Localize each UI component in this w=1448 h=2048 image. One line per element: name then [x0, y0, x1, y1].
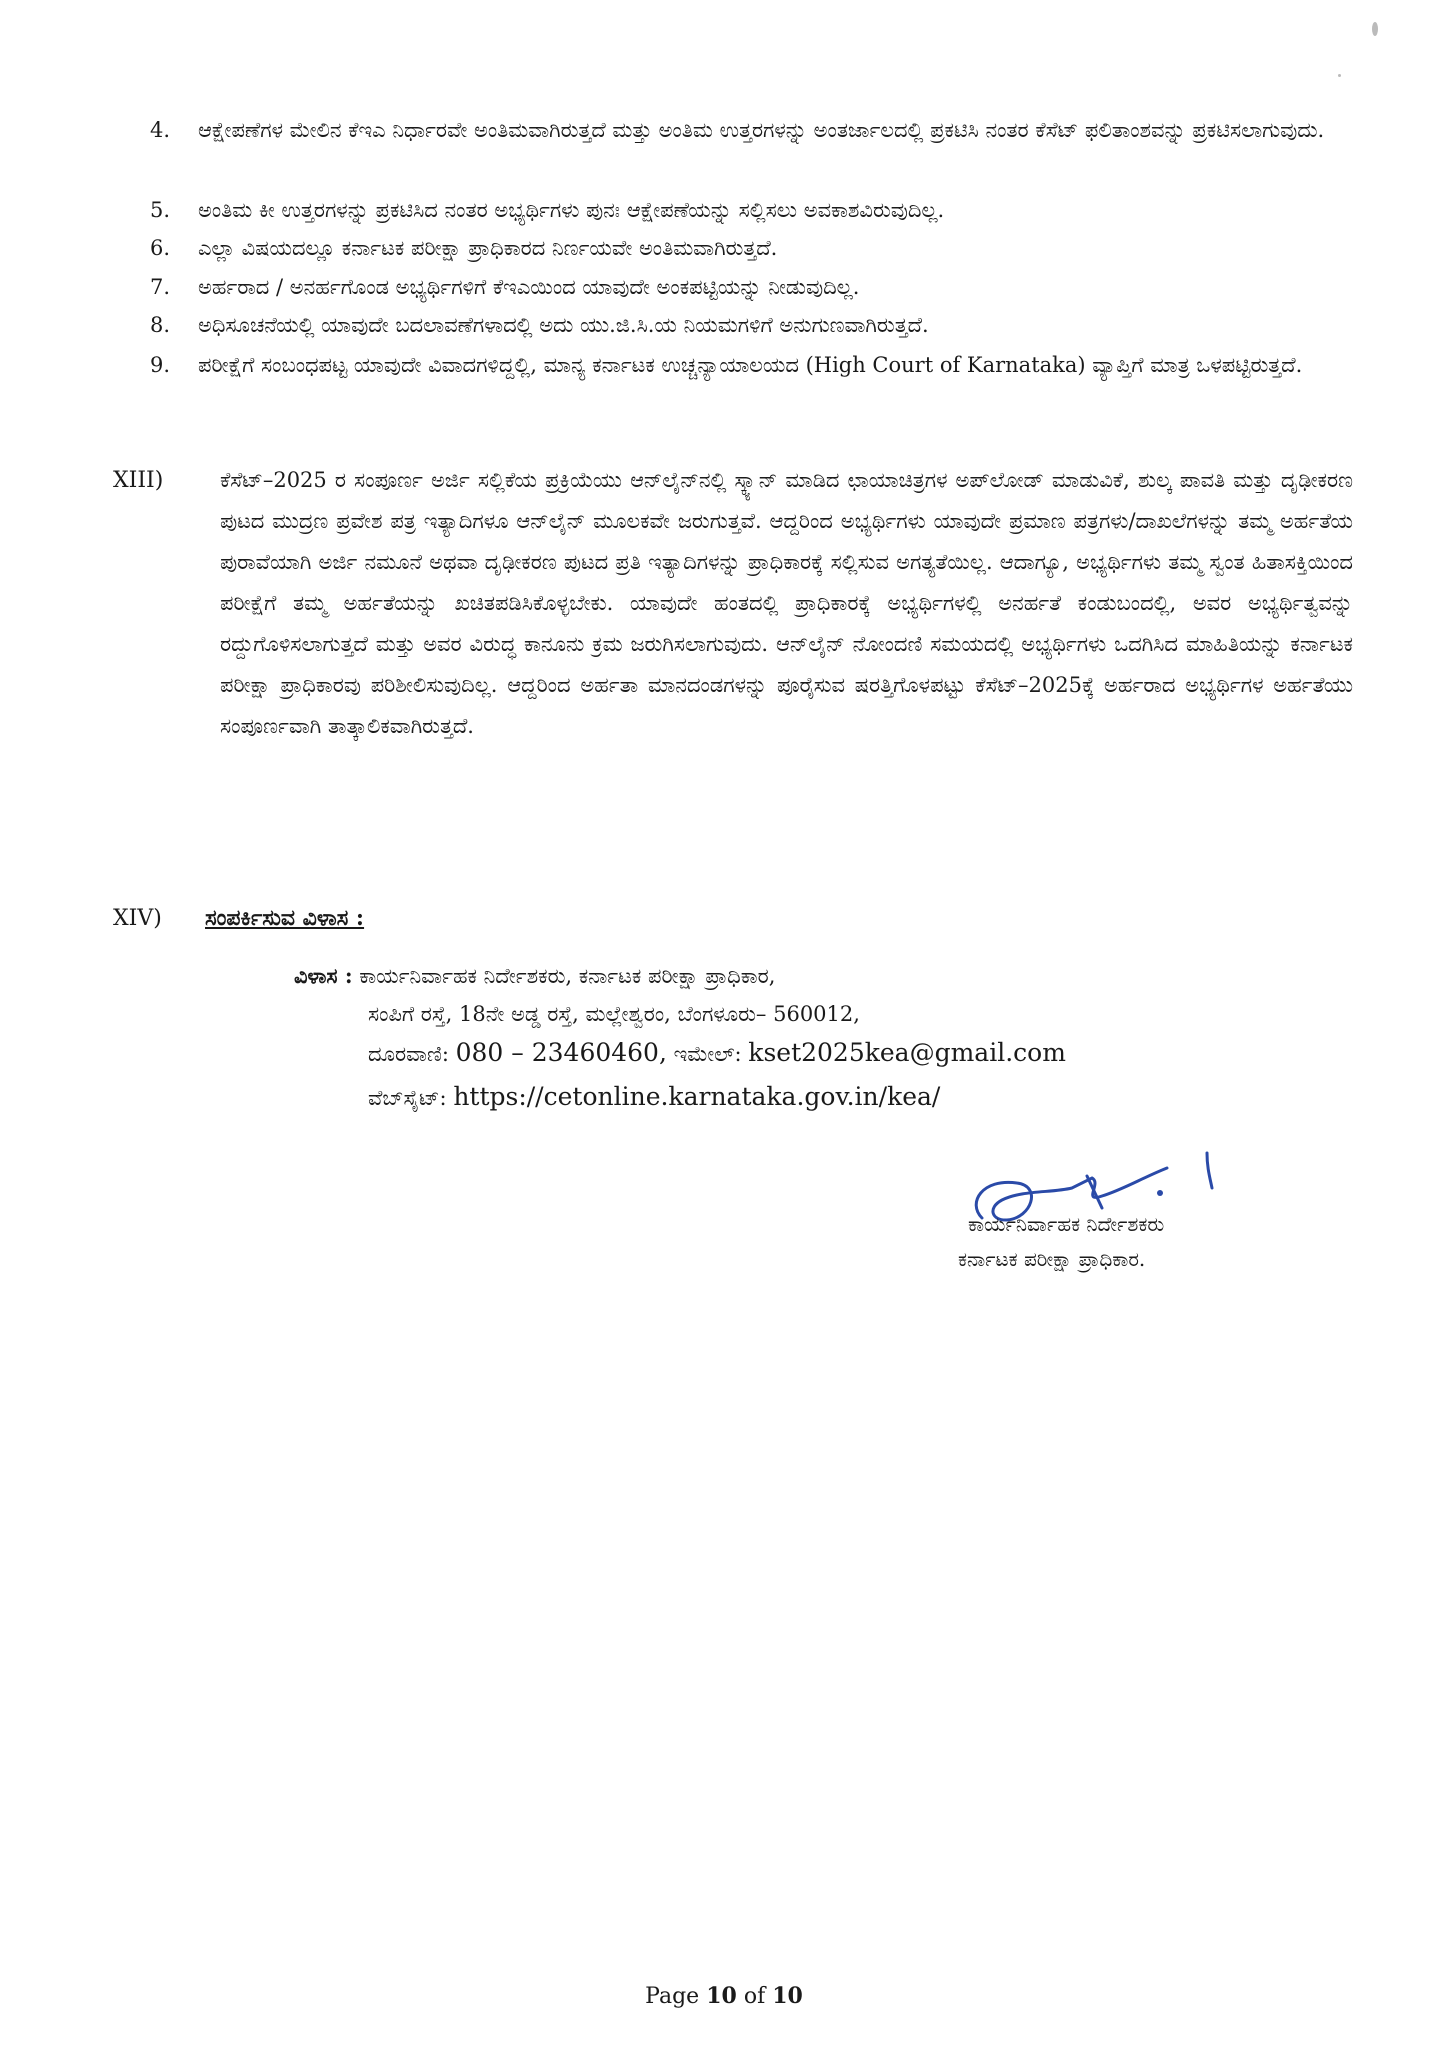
phone-number: 080 – 23460460, [455, 1038, 667, 1067]
address-label: ವಿಳಾಸ : [294, 963, 353, 988]
item-number: 6. [150, 236, 171, 260]
signatory-title: ಕಾರ್ಯನಿರ್ವಾಹಕ ನಿರ್ದೇಶಕರು [968, 1212, 1165, 1236]
signatory-office: ಕರ್ನಾಟಕ ಪರೀಕ್ಷಾ ಪ್ರಾಧಿಕಾರ. [958, 1247, 1146, 1271]
website-line [368, 1078, 940, 1117]
item-text: ಅಧಿಸೂಚನೆಯಲ್ಲಿ ಯಾವುದೇ ಬದಲಾವಣೆಗಳಾದಲ್ಲಿ ಅದು ಯು.ಜಿ.ಸಿ.ಯ ನಿಯಮಗಳಿಗೆ ಅನುಗುಣವಾಗಿರುತ್ತದೆ. [198, 313, 929, 337]
section-body: ಕೆಸೆಟ್–2025 ರ ಸಂಪೂರ್ಣ ಅರ್ಜಿ ಸಲ್ಲಿಕೆಯ ಪ್ರಕ್ರಿಯೆಯು ಆನ್‌ಲೈನ್‌ನಲ್ಲಿ ಸ್ಕ್ಯಾನ್ ಮಾಡಿದ ಛಾಯಾಚಿತ್ರಗಳ ಅಪ್‌ಲೋಡ್ ಮಾಡುವಿಕೆ, ಶುಲ್ಕ ಪಾವತಿ ಮತ್ತು ದೃಢೀಕರಣ ಪುಟದ ಮುದ್ರಣ ಪ್ರವೇಶ ಪತ್ರ ಇತ್ಯಾದಿಗಳೂ ಆನ್‌ಲೈನ್ ಮೂಲಕವೇ ಜರುಗುತ್ತವೆ. ಆದ್ದರಿಂದ ಅಭ್ಯರ್ಥಿಗಳು ಯಾವುದೇ ಪ್ರಮಾಣ ಪತ್ರಗಳು/ದಾಖಲೆಗಳನ್ನು ತಮ್ಮ ಅರ್ಹತೆಯ ಪುರಾವೆಯಾಗಿ ಅರ್ಜಿ ನಮೂನೆ ಅಥವಾ ದೃಢೀಕರಣ ಪುಟದ ಪ್ರತಿ ಇತ್ಯಾದಿಗಳನ್ನು ಪ್ರಾಧಿಕಾರಕ್ಕೆ ಸಲ್ಲಿಸುವ ಅಗತ್ಯತೆಯಿಲ್ಲ. ಆದಾಗ್ಯೂ, ಅಭ್ಯರ್ಥಿಗಳು ತಮ್ಮ ಸ್ವಂತ ಹಿತಾಸಕ್ತಿಯಿಂದ ಪರೀಕ್ಷೆಗೆ ತಮ್ಮ ಅರ್ಹತೆಯನ್ನು ಖಚಿತಪಡಿಸಿಕೊಳ್ಳಬೇಕು. ಯಾವುದೇ ಹಂತದಲ್ಲಿ ಪ್ರಾಧಿಕಾರಕ್ಕೆ ಅಭ್ಯರ್ಥಿಗಳಲ್ಲಿ ಅನರ್ಹತೆ ಕಂಡುಬಂದಲ್ಲಿ, ಅವರ ಅಭ್ಯರ್ಥಿತ್ವವನ್ನು ರದ್ದುಗೊಳಿಸಲಾಗುತ್ತದೆ ಮತ್ತು ಅವರ ವಿರುದ್ಧ ಕಾನೂನು ಕ್ರಮ ಜರುಗಿಸಲಾಗುವುದು. ಆನ್‌ಲೈನ್ ನೋಂದಣಿ ಸಮಯದಲ್ಲಿ ಅಭ್ಯರ್ಥಿಗಳು ಒದಗಿಸಿದ ಮಾಹಿತಿಯನ್ನು ಕರ್ನಾಟಕ ಪರೀಕ್ಷಾ ಪ್ರಾಧಿಕಾರವು ಪರಿಶೀಲಿಸುವುದಿಲ್ಲ. ಆದ್ದರಿಂದ ಅರ್ಹತಾ ಮಾನದಂಡಗಳನ್ನು ಪೂರೈಸುವ ಷರತ್ತಿಗೊಳಪಟ್ಟು ಕೆಸೆಟ್–2025ಕ್ಕೆ ಅರ್ಹರಾದ ಅಭ್ಯರ್ಥಿಗಳ ಅರ್ಹತೆಯು ಸಂಪೂರ್ಣವಾಗಿ ತಾತ್ಕಾಲಿಕವಾಗಿರುತ್ತದೆ. [220, 468, 1353, 738]
address-line-1 [294, 957, 775, 995]
page-total: 10 [772, 1983, 803, 2009]
page-current: 10 [706, 1983, 737, 2009]
scan-speck [1338, 74, 1341, 77]
item-text: ಆಕ್ಷೇಪಣೆಗಳ ಮೇಲಿನ ಕೆಇಎ ನಿರ್ಧಾರವೇ ಅಂತಿಮವಾಗಿರುತ್ತದೆ ಮತ್ತು ಅಂತಿಮ ಉತ್ತರಗಳನ್ನು ಅಂತರ್ಜಾಲದಲ್ಲಿ ಪ್ರಕಟಿಸಿ ನಂತರ ಕೆಸೆಟ್ ಫಲಿತಾಂಶವನ್ನು ಪ್ರಕಟಿಸಲಾಗುವುದು. [198, 118, 1325, 142]
section-xiv-heading [113, 905, 364, 931]
page-of: of [743, 1984, 766, 2009]
item-number: 7. [150, 275, 171, 299]
phone-label: ದೂರವಾಣಿ: [368, 1042, 449, 1066]
address-text-1: ಕಾರ್ಯನಿರ್ವಾಹಕ ನಿರ್ದೇಶಕರು, ಕರ್ನಾಟಕ ಪರೀಕ್ಷಾ ಪ್ರಾಧಿಕಾರ, [359, 964, 776, 988]
item-number: 4. [150, 118, 171, 142]
phone-email-line [368, 1034, 1066, 1073]
page-prefix: Page [645, 1984, 700, 2009]
section-number: XIV) [113, 906, 162, 931]
item-text: ಎಲ್ಲಾ ವಿಷಯದಲ್ಲೂ ಕರ್ನಾಟಕ ಪರೀಕ್ಷಾ ಪ್ರಾಧಿಕಾರದ ನಿರ್ಣಯವೇ ಅಂತಿಮವಾಗಿರುತ್ತದೆ. [198, 236, 778, 260]
contact-title: ಸಂಪರ್ಕಿಸುವ ವಿಳಾಸ : [205, 905, 365, 931]
section-number: XIII) [113, 468, 164, 493]
website-link[interactable]: https://cetonline.karnataka.gov.in/kea/ [453, 1082, 941, 1111]
website-label: ವೆಬ್‌ಸೈಟ್: [368, 1086, 447, 1110]
address-line-2 [368, 995, 860, 1033]
email-link[interactable]: kset2025kea@gmail.com [748, 1038, 1066, 1067]
item-number: 8. [150, 313, 171, 337]
page-number [0, 1983, 1448, 2009]
item-number: 9. [150, 353, 171, 377]
email-label: ಇಮೇಲ್: [673, 1042, 742, 1066]
item-text: ಅಂತಿಮ ಕೀ ಉತ್ತರಗಳನ್ನು ಪ್ರಕಟಿಸಿದ ನಂತರ ಅಭ್ಯರ್ಥಿಗಳು ಪುನಃ ಆಕ್ಷೇಪಣೆಯನ್ನು ಸಲ್ಲಿಸಲು ಅವಕಾಶವಿರುವುದಿಲ್ಲ. [198, 198, 945, 222]
scan-speck [1372, 22, 1378, 36]
address-text-2: ಸಂಪಿಗೆ ರಸ್ತೆ, 18ನೇ ಅಡ್ಡ ರಸ್ತೆ, ಮಲ್ಲೇಶ್ವರಂ, ಬೆಂಗಳೂರು– 560012, [368, 1002, 860, 1026]
item-text: ಪರೀಕ್ಷೆಗೆ ಸಂಬಂಧಪಟ್ಟ ಯಾವುದೇ ವಿವಾದಗಳಿದ್ದಲ್ಲಿ, ಮಾನ್ಯ ಕರ್ನಾಟಕ ಉಚ್ಚನ್ಯಾಯಾಲಯದ (High Court of Karnataka) ವ್ಯಾಪ್ತಿಗೆ ಮಾತ್ರ ಒಳಪಟ್ಟಿರುತ್ತದೆ. [198, 353, 1303, 377]
item-number: 5. [150, 198, 171, 222]
item-text: ಅರ್ಹರಾದ / ಅನರ್ಹಗೊಂಡ ಅಭ್ಯರ್ಥಿಗಳಿಗೆ ಕೆಇಎಯಿಂದ ಯಾವುದೇ ಅಂಕಪಟ್ಟಿಯನ್ನು ನೀಡುವುದಿಲ್ಲ. [198, 275, 860, 299]
